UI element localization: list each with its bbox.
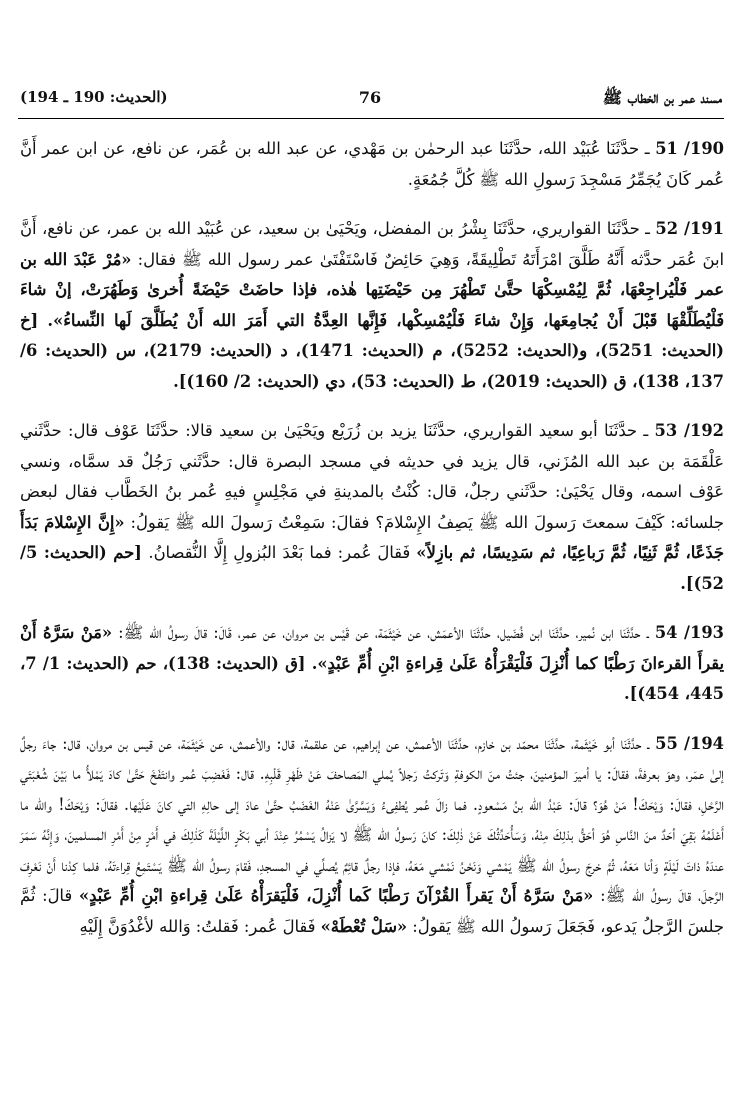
hadith-reference: [خ (الحديث: 5251)، و(الحديث: 5252)، م (الحديث: 1471)، د (الحديث: 2179)، س (الحديث: 6/ 137، 138)، ق (الحديث: 2019)، ط (الحديث: 53)، دي (الحديث: 2/ 160)]. [20, 310, 724, 391]
hadith-number: 191/ 52 [655, 219, 724, 238]
hadith-text: فَقالَ عُمر: فَقلتُ: وَالله لأغْدُوَنَّ إِلَيْهِ [79, 916, 321, 936]
hadith-quote: «مَنْ سَرَّهُ أَنْ يقرأَ القرءانَ رَطْبًا كما أُنْزِلَ فَلْيَقْرَأْهُ عَلَىٰ قِراءةِ ابْنِ أُمِّ عَبْدٍ». [20, 623, 724, 673]
page-header [20, 88, 722, 112]
hadith-entry [20, 618, 724, 710]
header-rule [18, 118, 724, 119]
hadith-reference: [ق (الحديث: 138)، حم (الحديث: 1/ 7، 445، 454)]. [20, 653, 724, 703]
hadith-text: ـ حدَّثَنَا عُبَيْد الله، حدَّثَنَا عبد الرحمٰن بن مَهْدي، عن عبد الله بن عُمَر، عن نافع، عن ابن عمر أَنَّ عُمر كَانَ يُجَمِّرُ مَسْجِدَ رَسولِ الله ﷺ كُلَّ جُمُعَةٍ. [20, 139, 724, 189]
hadith-entry [20, 729, 724, 943]
hadith-entry [20, 134, 724, 195]
hadith-quote: «مَنْ سَرَّهُ أَنْ يَقرأَ القُرْآنَ رَطْبًا كَما أُنْزِلَ، فَلْيَقرَأْهُ عَلَىٰ قِراءةِ ابْنِ أُمِّ عَبْدٍ» [78, 886, 594, 905]
page-content [20, 134, 724, 961]
hadith-quote: «مُرْ عَبْدَ الله بن عمر فَلْيُراجِعْهَا، ثُمَّ لِيُمْسِكْهَا حتَّىٰ تَطْهُرَ مِن حَيْضَتِها هٰذه، فإذا حاضَتْ حَيْضَةً أُخرىٰ وَطَهُرَتْ، إنْ شاءَ فَلْيُطَلِّقْهَا قَبْلَ أَنْ يُجامِعَها، وَإِنْ شاءَ فَلْيُمْسِكْها، فَإِنَّها العِدَّةُ التي أَمَرَ الله أَنْ يُطَلَّقَ لَها النِّساءُ». [20, 249, 724, 330]
hadith-entry [20, 214, 724, 397]
hadith-quote: «سَلْ تُعْطَهْ» [320, 916, 408, 936]
hadith-number: 190/ 51 [655, 139, 724, 158]
hadith-text: قالَ: ثُمَّ جلسَ الرَّجلُ يَدعو، فَجَعَلَ رَسولُ الله ﷺ يَقولُ: [20, 886, 724, 936]
hadith-text: ـ حدَّثَنَا القواريري، حدَّثَنَا بِشْرُ بن المفضل، ويَحْيَىٰ بن سعيد، عن عُبَيْد الله بن عمر، عن نافع، أَنَّ ابنَ عُمَر حدَّثه أَنَّهُ طَلَّقَ امْرَأَتَهُ تَطْلِيقَةً، وَهِيَ حَائِضٌ فَاسْتَفْتَىٰ عمر رسول الله ﷺ فقال: [20, 219, 724, 269]
hadith-text: ـ حدَّثَنَا ابن نُمير، حدَّثَنَا ابن فُضَيل، حدَّثَنَا الأعمَش، عن خَيْثَمَة، عن قَيْس بن مروان، عن عمر، قَالَ: قالَ رسولُ الله ﷺ: [112, 623, 655, 642]
hadith-text: ـ حدَّثَنَا أبو سعيد القواريري، حدَّثَنَا يزيد بن زُرَيْع ويَحْيَىٰ بن سعيد قالا: حدَّثَنَا عَوْف قال: حدَّثَني عَلْقَمَة بن عبد الله المُزَني، قال يزيد في حديثه في مسجد البصرة قال: حدَّثَني رَجُلٌ قد سمَّاه، ونسي عَوْف اسمه، وقال يَحْيَىٰ: حدَّثَني رجلٌ، قال: كُنْتُ بالمدينةِ في مَجْلِسٍ فيهِ عُمر بنُ الخَطَّاب فقال لبعض جلسائه: كَيْفَ سمعتَ رَسولَ الله ﷺ يَصِفُ الإِسْلامَ؟ فقالَ: سَمِعْتُ رَسولَ الله ﷺ يَقولُ: [20, 421, 724, 532]
hadith-text: فَقالَ عُمر: فما بَعْدَ البُزولِ إِلَّا النُّقصانُ. [148, 543, 417, 562]
hadith-text: ـ حدَّثَنَا أبو خَيْثَمة، حدَّثَنَا محمّد بن خازم، حدَّثَنَا الأعمش، عن إبراهيم، عن علقمة، قال: والأعمش، عن خَيْثَمَة، عن قيس بن مروان، قال: جاءَ رجلٌ إلىٰ عمَر، وهوَ بعرفةَ، فقالَ: يا أميرَ المؤمنينَ، جئتُ منَ الكوفةِ وَتَركتُ رَجلاً يُملي المَصاحفَ عَنْ ظَهْرِ قَلْبِهِ. قال: فَغَضِبَ عُمر وانتَفَخَ حَتَّىٰ كادَ يَمْلأُ ما بَيْنَ شُعْبَتَي الرَّحْلِ، فقالَ: وَيْحَكَ! مَنْ هُوَ؟ قالَ: عَبْدُ الله بنُ مَسْعودٍ. فما زالَ عُمر يُطفِىءُ وَيَسَّرَّىٰ عَنْهُ الغَضَبُ حتَّىٰ عادَ إلى حالِهِ التي كانَ عَلَيْها. فقالَ: وَيْحَكَ! والله ما أَعْلَمُهُ بَقِيَ أحَدٌ منَ النَّاسِ هُوَ أحَقُّ بذلِكَ مِنْهُ، وَسَأُحَدِّثُكَ عَنْ ذٰلِكَ: كانَ رَسولُ الله ﷺ لا يَزالُ يَسْمُرُ عِنْدَ أبي بَكْرٍ اللَّيْلَةَ كَذٰلِكَ في أَمْرٍ مِنْ أَمْرِ المسلمينَ، وَإِنَّهُ سَمَرَ عندَهُ ذاتَ لَيْلَةٍ وَأنا مَعَهُ، ثُمَّ خرجَ رسولُ الله ﷺ يَمْشي وَنَحْنُ نَمْشي مَعَهُ، فإذا رجلٌ قائِمٌ يُصلِّي في المسجدِ، فَقامَ رسولُ الله ﷺ يَسْتَمِعُ قِراءتَهُ، فلما كِدْنا أَنْ نَعْرِفَ الرَّجلَ، قالَ رسولُ الله ﷺ: [20, 733, 724, 905]
hadith-entry [20, 416, 724, 599]
hadith-number: 192/ 53 [654, 421, 724, 440]
hadith-quote: «إِنَّ الإِسْلامَ بَدَأَ جَذَعًا، ثُمَّ ثَنِيًا، ثُمَّ رَباعِيًا، ثم سَدِيسًا، ثم بازِلاً» [20, 512, 724, 562]
hadith-range: (الحديث: 190 ـ 194) [20, 88, 168, 106]
book-title: مسند عمر بن الخطاب ﷺ [602, 88, 722, 107]
hadith-reference: [حم (الحديث: 5/ 52)]. [20, 543, 724, 593]
page-number: 76 [358, 88, 382, 107]
hadith-number: 193/ 54 [654, 623, 725, 642]
hadith-number: 194/ 55 [655, 733, 724, 753]
